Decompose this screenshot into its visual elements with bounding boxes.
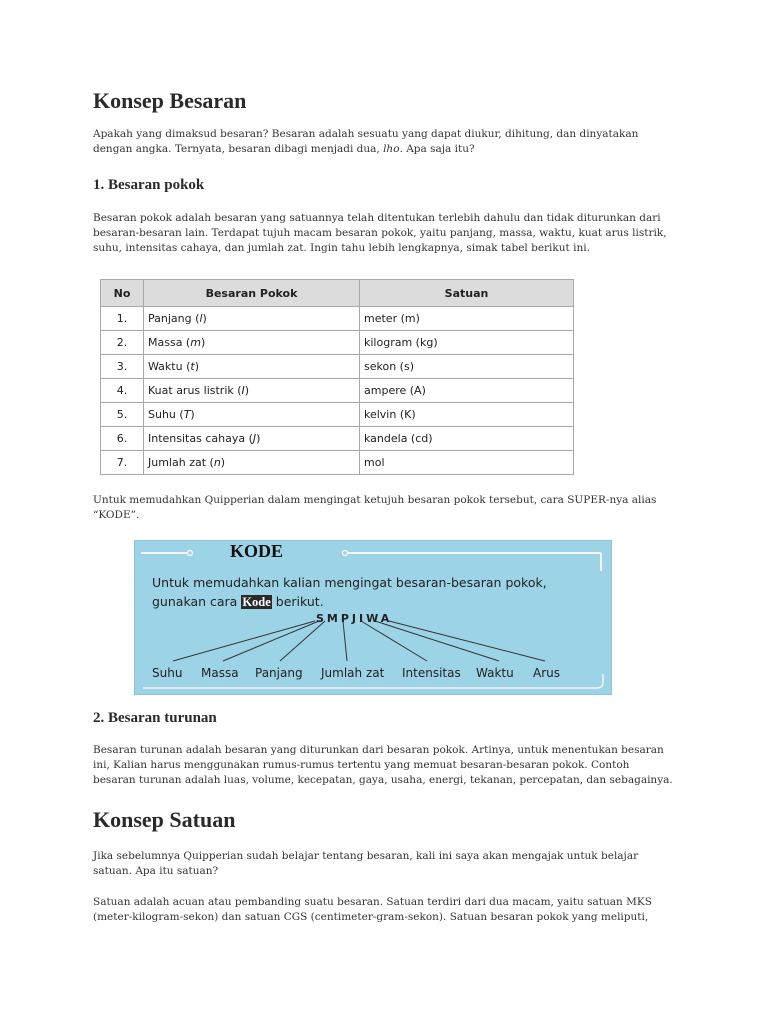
table-row xyxy=(101,331,574,355)
kode-acronym: SMPJIWA xyxy=(316,612,393,625)
cell-satuan: mol xyxy=(360,451,574,475)
satuan-intro-paragraph: Jika sebelumnya Quipperian sudah belajar tentang besaran, kali ini saya akan mengajak untuk belajar satuan. Apa itu satuan? xyxy=(93,850,639,877)
cell-no: 2. xyxy=(101,331,144,355)
table-row xyxy=(101,403,574,427)
cell-no: 7. xyxy=(101,451,144,475)
cell-besaran: Suhu (T) xyxy=(144,403,360,427)
cell-no: 4. xyxy=(101,379,144,403)
kode-word-jumlah-zat: Jumlah zat xyxy=(321,666,385,680)
cell-besaran: Jumlah zat (n) xyxy=(144,451,360,475)
table-row xyxy=(101,379,574,403)
table-header-no: No xyxy=(101,280,144,307)
heading-besaran-pokok: 1. Besaran pokok xyxy=(93,177,205,193)
cell-satuan: kelvin (K) xyxy=(360,403,574,427)
kode-title: KODE xyxy=(230,541,284,561)
kode-word-arus: Arus xyxy=(533,666,560,680)
cell-besaran: Waktu (t) xyxy=(144,355,360,379)
kode-word-massa: Massa xyxy=(201,666,239,680)
table-row xyxy=(101,427,574,451)
cell-satuan: sekon (s) xyxy=(360,355,574,379)
table-header-besaran: Besaran Pokok xyxy=(144,280,360,307)
kode-word-waktu: Waktu xyxy=(476,666,514,680)
besaran-turunan-paragraph: Besaran turunan adalah besaran yang diturunkan dari besaran pokok. Artinya, untuk menentukan besaran ini, Kalian harus menggunakan rumus-rumus tertentu yang memuat besaran-besaran pokok. Contoh besaran turunan adalah luas, volume, kecepatan, gaya, usaha, energi, tekanan, percepatan, dan sebagainya. xyxy=(93,744,673,786)
cell-no: 5. xyxy=(101,403,144,427)
heading-besaran-turunan: 2. Besaran turunan xyxy=(93,710,217,726)
kode-description: Untuk memudahkan kalian mengingat besaran-besaran pokok, gunakan cara Kode berikut. xyxy=(152,575,547,609)
cell-satuan: kilogram (kg) xyxy=(360,331,574,355)
kode-box xyxy=(134,540,612,695)
cell-no: 6. xyxy=(101,427,144,451)
cell-besaran: Intensitas cahaya (J) xyxy=(144,427,360,451)
cell-no: 1. xyxy=(101,307,144,331)
cell-besaran: Panjang (l) xyxy=(144,307,360,331)
satuan-definition-paragraph: Satuan adalah acuan atau pembanding suatu besaran. Satuan terdiri dari dua macam, yaitu satuan MKS (meter-kilogram-sekon) dan satuan CGS (centimeter-gram-sekon). Satuan besaran pokok yang meliputi, xyxy=(93,896,652,923)
cell-satuan: kandela (cd) xyxy=(360,427,574,451)
kode-word-intensitas: Intensitas xyxy=(402,666,461,680)
cell-besaran: Kuat arus listrik (I) xyxy=(144,379,360,403)
kode-intro-paragraph: Untuk memudahkan Quipperian dalam mengingat ketujuh besaran pokok tersebut, cara SUPER-nya alias “KODE”. xyxy=(93,494,657,521)
intro-paragraph: Apakah yang dimaksud besaran? Besaran adalah sesuatu yang dapat diukur, dihitung, dan dinyatakan dengan angka. Ternyata, besaran dibagi menjadi dua, lho. Apa saja itu? xyxy=(93,128,639,155)
table-row xyxy=(101,451,574,475)
title-konsep-besaran: Konsep Besaran xyxy=(93,88,247,113)
cell-satuan: ampere (A) xyxy=(360,379,574,403)
besaran-pokok-paragraph: Besaran pokok adalah besaran yang satuannya telah ditentukan terlebih dahulu dan tidak diturunkan dari besaran-besaran lain. Terdapat tujuh macam besaran pokok, yaitu panjang, massa, waktu, kuat arus listrik, suhu, intensitas cahaya, dan jumlah zat. Ingin tahu lebih lengkapnya, simak tabel berikut ini. xyxy=(93,212,667,254)
kode-word-suhu: Suhu xyxy=(152,666,183,680)
title-konsep-satuan: Konsep Satuan xyxy=(93,807,236,832)
cell-besaran: Massa (m) xyxy=(144,331,360,355)
cell-satuan: meter (m) xyxy=(360,307,574,331)
table-header-satuan: Satuan xyxy=(360,280,574,307)
besaran-pokok-table xyxy=(100,279,574,475)
cell-no: 3. xyxy=(101,355,144,379)
table-row xyxy=(101,307,574,331)
kode-word-panjang: Panjang xyxy=(255,666,303,680)
kode-word: Kode xyxy=(242,595,271,609)
table-row xyxy=(101,355,574,379)
